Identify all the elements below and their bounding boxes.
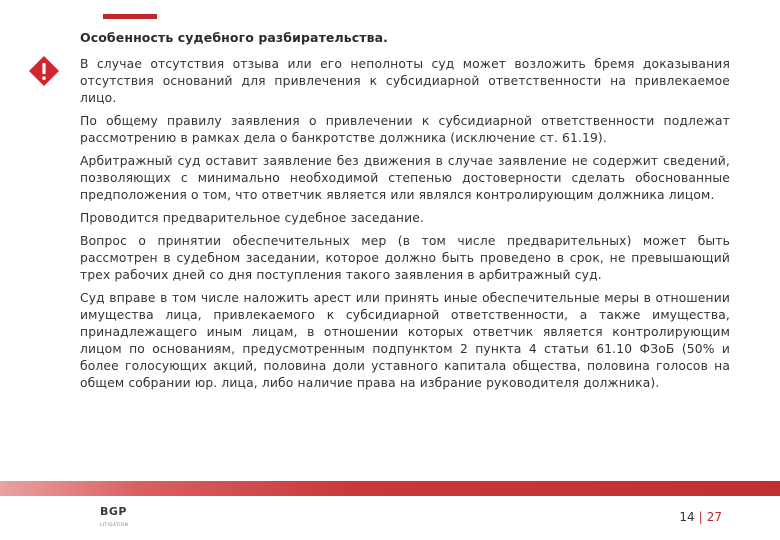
paragraph: Арбитражный суд оставит заявление без движения в случае заявление не содержит сведений, позволяющих с минимально необходимой степенью достоверности сделать обоснованные предположения о том, что ответчик является или являлся контролирующим должника лицом. (80, 154, 730, 202)
paragraph: Вопрос о принятии обеспечительных мер (в том числе предварительных) может быть рассмотрен в судебном заседании, которое должно быть проведено в срок, не превышающий трех рабочих дней со дня поступления такого заявления в арбитражный суд. (80, 234, 730, 282)
paragraph: В случае отсутствия отзыва или его неполноты суд может возложить бремя доказывания отсутствия оснований для привлечения к субсидиарной ответственности на привлекаемое лицо. (80, 57, 730, 105)
paragraph: Суд вправе в том числе наложить арест или принять иные обеспечительные меры в отношении имущества лица, привлекаемого к субсидиарной ответственности, а также имущества, принадлежащего иным лицам, в отношении которых ответчик является контролирующим лицом по основаниям, предусмотренным подпунктом 2 пункта 4 статьи 61.10 ФЗоБ (50% и более голосующих акций, половина доли уставного капитала общества, половина голосов на общем собрании юр. лица, либо наличие права на избрание руководителя должника). (80, 291, 730, 390)
page-current: 14 (679, 510, 695, 524)
page-number (679, 510, 722, 524)
page-total: 27 (706, 510, 722, 524)
paragraph: По общему правилу заявления о привлечении к субсидиарной ответственности подлежат рассмотрению в рамках дела о банкротстве должника (исключение ст. 61.19). (80, 114, 730, 145)
slide-body (80, 56, 730, 398)
company-logo (100, 506, 140, 532)
exclamation-icon (28, 55, 60, 87)
footer-band (0, 481, 780, 496)
top-accent-bar (103, 14, 157, 19)
page-separator: | (698, 510, 703, 524)
logo-text: BGP (100, 505, 127, 518)
paragraph: Проводится предварительное судебное заседание. (80, 211, 425, 225)
logo-subtext: LITIGATION (100, 522, 129, 527)
slide-title: Особенность судебного разбирательства. (80, 30, 388, 45)
